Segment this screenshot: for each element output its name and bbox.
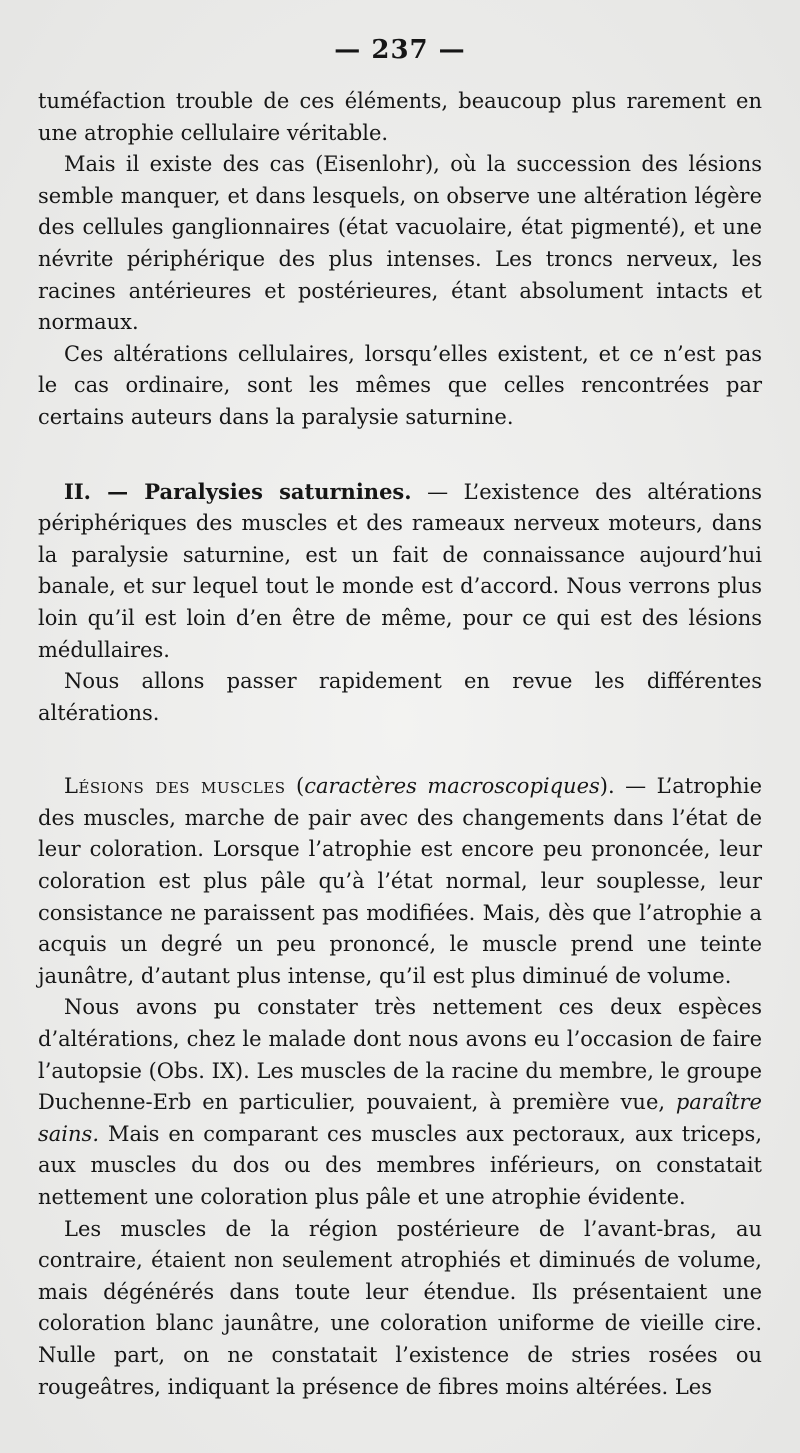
section-paralysies-saturnines	[38, 476, 762, 667]
page-number: — 237 —	[334, 35, 466, 65]
paragraph: tuméfaction trouble de ces éléments, beaucoup plus rarement en une atrophie cellulaire véritable.	[38, 89, 762, 145]
paragraph-text: Nous avons pu constater très nettement ces deux espèces d’altérations, chez le malade dont nous avons eu l’occasion de faire l’autopsie (Obs. IX). Les muscles de la racine du membre, le groupe Duchenne-Erb en particulier, pouvaient, à première vue,	[38, 995, 762, 1115]
paragraph: Ces altérations cellulaires, lorsqu’elles existent, et ce n’est pas le cas ordinaire, sont les mêmes que celles rencontrées par certains auteurs dans la paralysie saturnine.	[38, 341, 762, 429]
section-text: . — L’atrophie des muscles, marche de pair avec des changements dans l’état de leur coloration. Lorsque l’atrophie est encore peu prononcée, leur coloration est plus pâle qu’à l’état normal, leur souplesse, leur consistance ne paraissent pas modifiées. Mais, dès que l’atrophie a acquis un degré un peu prononcé, le muscle prend une teinte jaunâtre, d’autant plus intense, qu’il est plus diminué de volume.	[38, 774, 763, 988]
section-lesions-des-muscles: Lésions des muscles (caractères macroscopiques). — L’atrophie des muscles, marche de pair avec des changements dans l’état de leur coloration. Lorsque l’atrophie est encore peu prononcée, leur coloration est plus pâle qu’à l’état normal, leur souplesse, leur consistance ne paraissent pas modifiées. Mais, dès que l’atrophie a acquis un degré un peu prononcé, le muscle prend une teinte jaunâtre, d’autant plus intense, qu’il est plus diminué de volume.	[38, 774, 763, 988]
section-heading: II. — Paralysies saturnines.	[64, 478, 412, 504]
section-spacer	[38, 434, 762, 476]
section-heading: Lésions des muscles	[64, 774, 286, 799]
section-spacer	[38, 729, 762, 771]
paragraph: Nous allons passer rapidement en revue les différentes altérations.	[38, 669, 762, 725]
paragraph: Les muscles de la région postérieure de l’avant-bras, au contraire, étaient non seulement atrophiés et diminués de volume, mais dégénérés dans toute leur étendue. Ils présentaient une coloration blanc jaunâtre, une coloration uniforme de vieille cire. Nulle part, on ne constatait l’existence de stries rosées ou rougeâtres, indiquant la présence de fibres moins altérées. Les	[38, 1216, 762, 1399]
page-body	[38, 86, 762, 1403]
paragraph: Mais il existe des cas (Eisenlohr), où la succession des lésions semble manquer, et dans lesquels, on observe une altération légère des cellules ganglionnaires (état vacuolaire, état pigmenté), et une névrite périphérique des plus intenses. Les troncs nerveux, les racines antérieures et postérieures, étant absolument intacts et normaux.	[38, 152, 762, 335]
paragraph-text: Mais en comparant ces muscles aux pectoraux, aux triceps, aux muscles du dos ou des membres inférieurs, on constatait nettement une coloration plus pâle et une atrophie évidente.	[38, 1121, 762, 1209]
italic-phrase: paraître sains.	[38, 1090, 762, 1146]
section-text: — L’existence des altérations périphériques des muscles et des rameaux nerveux moteurs, dans la paralysie saturnine, est un fait de connaissance aujourd’hui banale, et sur lequel tout le monde est d’accord. Nous verrons plus loin qu’il est loin d’en être de même, pour ce qui est des lésions médullaires.	[38, 479, 763, 662]
section-subheading: caractères macroscopiques	[304, 774, 600, 799]
paragraph	[38, 992, 762, 1213]
